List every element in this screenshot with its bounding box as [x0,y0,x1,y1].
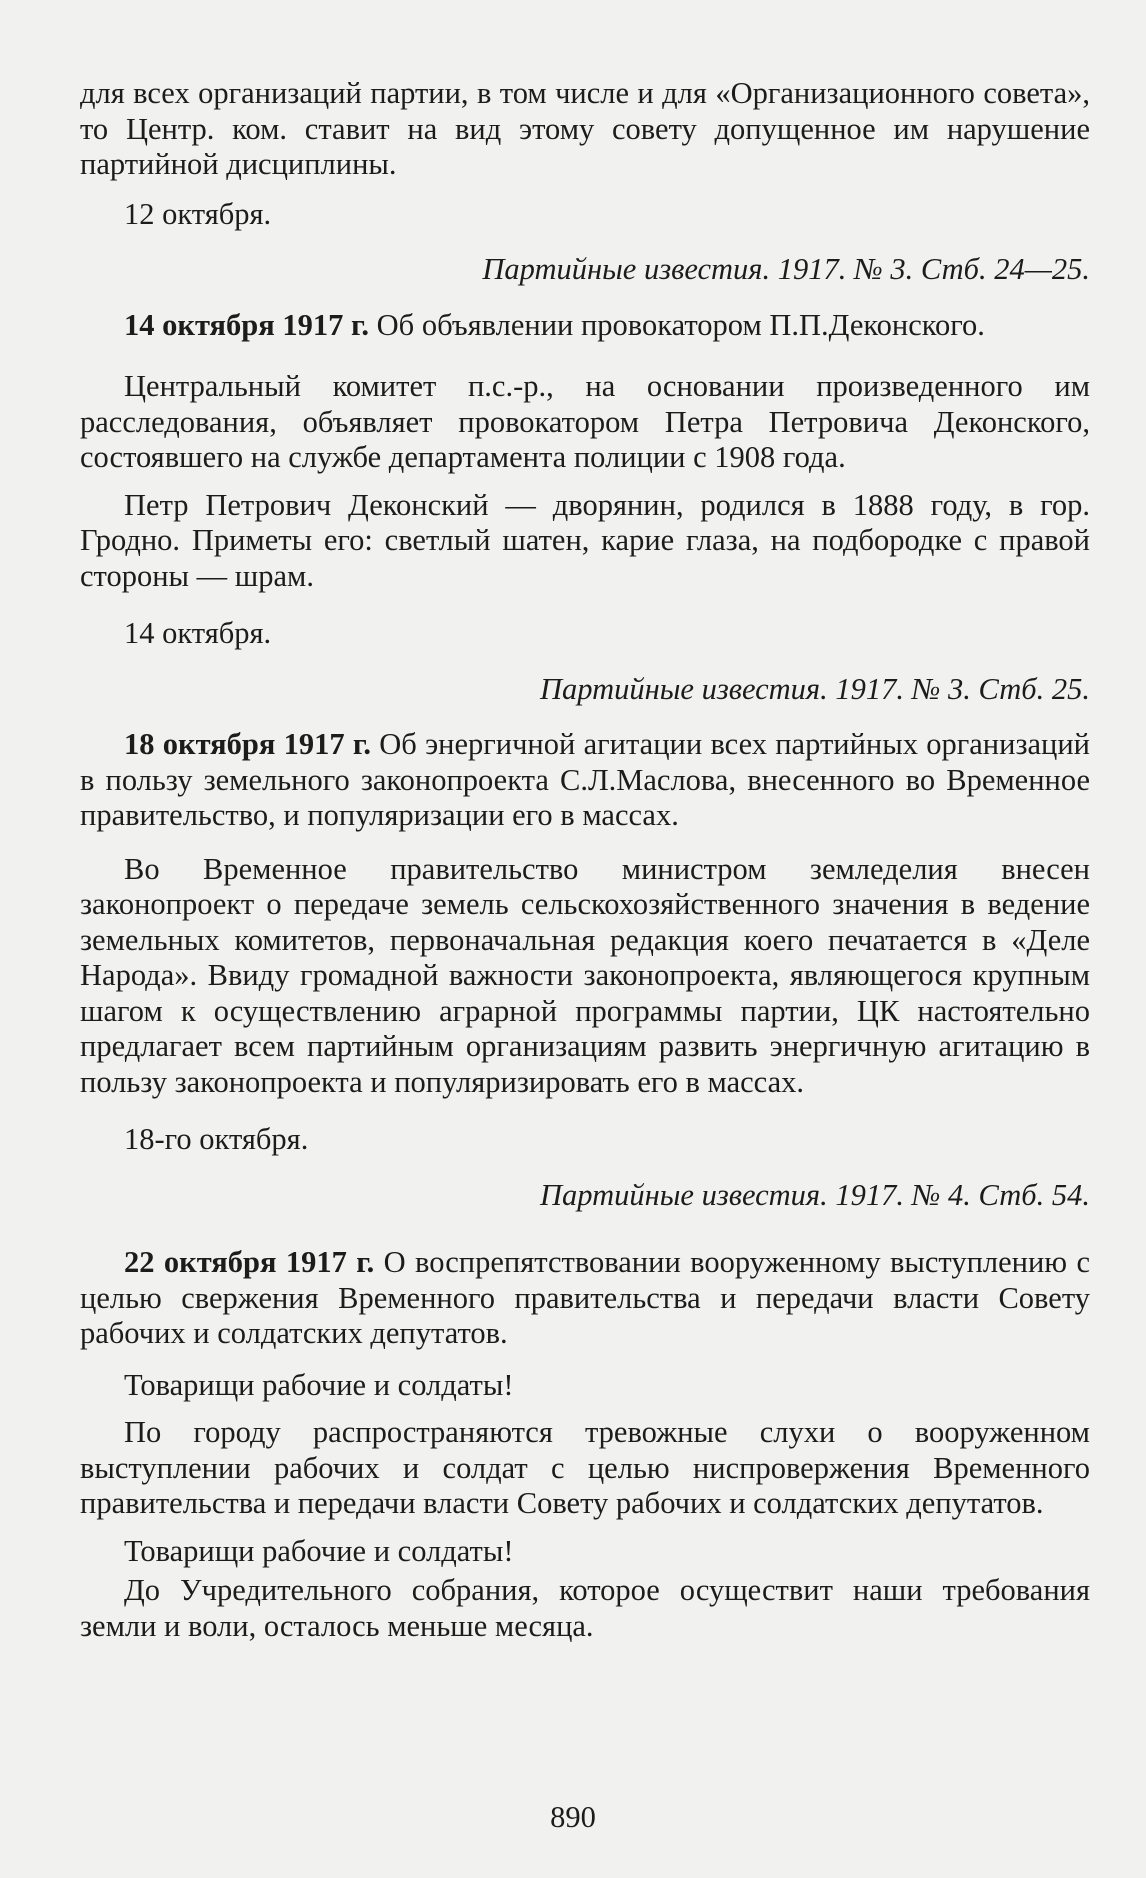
entry-title: О воспрепятствовании вооруженному выступлению с целью свержения Временного правительства и передачи власти Совету рабочих и солдатских депутатов. [80,1245,1091,1350]
entry-heading [80,1245,1090,1352]
page-number: 890 [550,1800,596,1834]
intro-paragraph: для всех организаций партии, в том числе и для «Организационного совета», то Центр. ком. ставит на вид этому совету допущенное им нарушение партийной дисциплины. [80,76,1090,181]
entry-paragraph: Центральный комитет п.с.-р., на основании произведенного им расследования, объявляет провокатором Петра Петровича Деконского, состоявшего на службе департамента полиции с 1908 года. [80,369,1090,474]
intro-date: 12 октября. [124,196,272,231]
text-column [80,76,1090,1644]
entry-paragraph: По городу распространяются тревожные слухи о вооруженном выступлении рабочих и солдат с целью ниспровержения Временного правительства и передачи власти Совету рабочих и солдатских депутатов. [80,1415,1090,1520]
entry-paragraph: Товарищи рабочие и солдаты! [124,1367,514,1402]
entry-source: Партийные известия. 1917. № 3. Стб. 25. [539,671,1090,706]
entry-date: 14 октября 1917 г. [124,307,370,342]
entry-source: Партийные известия. 1917. № 4. Стб. 54. [539,1177,1090,1212]
entry-heading [80,308,1090,344]
entry-title: Об объявлении провокатором П.П.Деконского. [376,307,985,342]
entry-date: 18 октября 1917 г. [124,727,371,761]
entry-paragraph: Петр Петрович Деконский — дворянин, родился в 1888 году, в гор. Гродно. Приметы его: светлый шатен, карие глаза, на подбородке с правой стороны — шрам. [80,487,1090,593]
intro-source: Партийные известия. 1917. № 3. Стб. 24—25. [482,252,1090,286]
entry-title: Об энергичной агитации всех партийных организаций в пользу земельного законопроекта С.Л.Маслова, внесенного во Временное правительство, и популяризации его в массах. [80,727,1090,832]
entry-date: 22 октября 1917 г. [124,1245,375,1279]
entry-paragraph: Товарищи рабочие и солдаты! [124,1533,514,1568]
entry-signed-date: 18-го октября. [124,1122,309,1156]
entry-paragraph: До Учредительного собрания, которое осуществит наши требования земли и воли, осталось меньше месяца. [80,1573,1090,1643]
entry-heading [80,727,1090,834]
entry-signed-date: 14 октября. [124,616,272,650]
entry-paragraph: Во Временное правительство министром земледелия внесен законопроект о передаче земель сельскохозяйственного значения в ведение земельных комитетов, первоначальная редакция коего печатается в «Деле Народа». Ввиду громадной важности законопроекта, являющегося крупным шагом к осуществлению аграрной программы партии, ЦК настоятельно предлагает всем партийным организациям развить энергичную агитацию в пользу законопроекта и популяризировать его в массах. [80,851,1090,1099]
